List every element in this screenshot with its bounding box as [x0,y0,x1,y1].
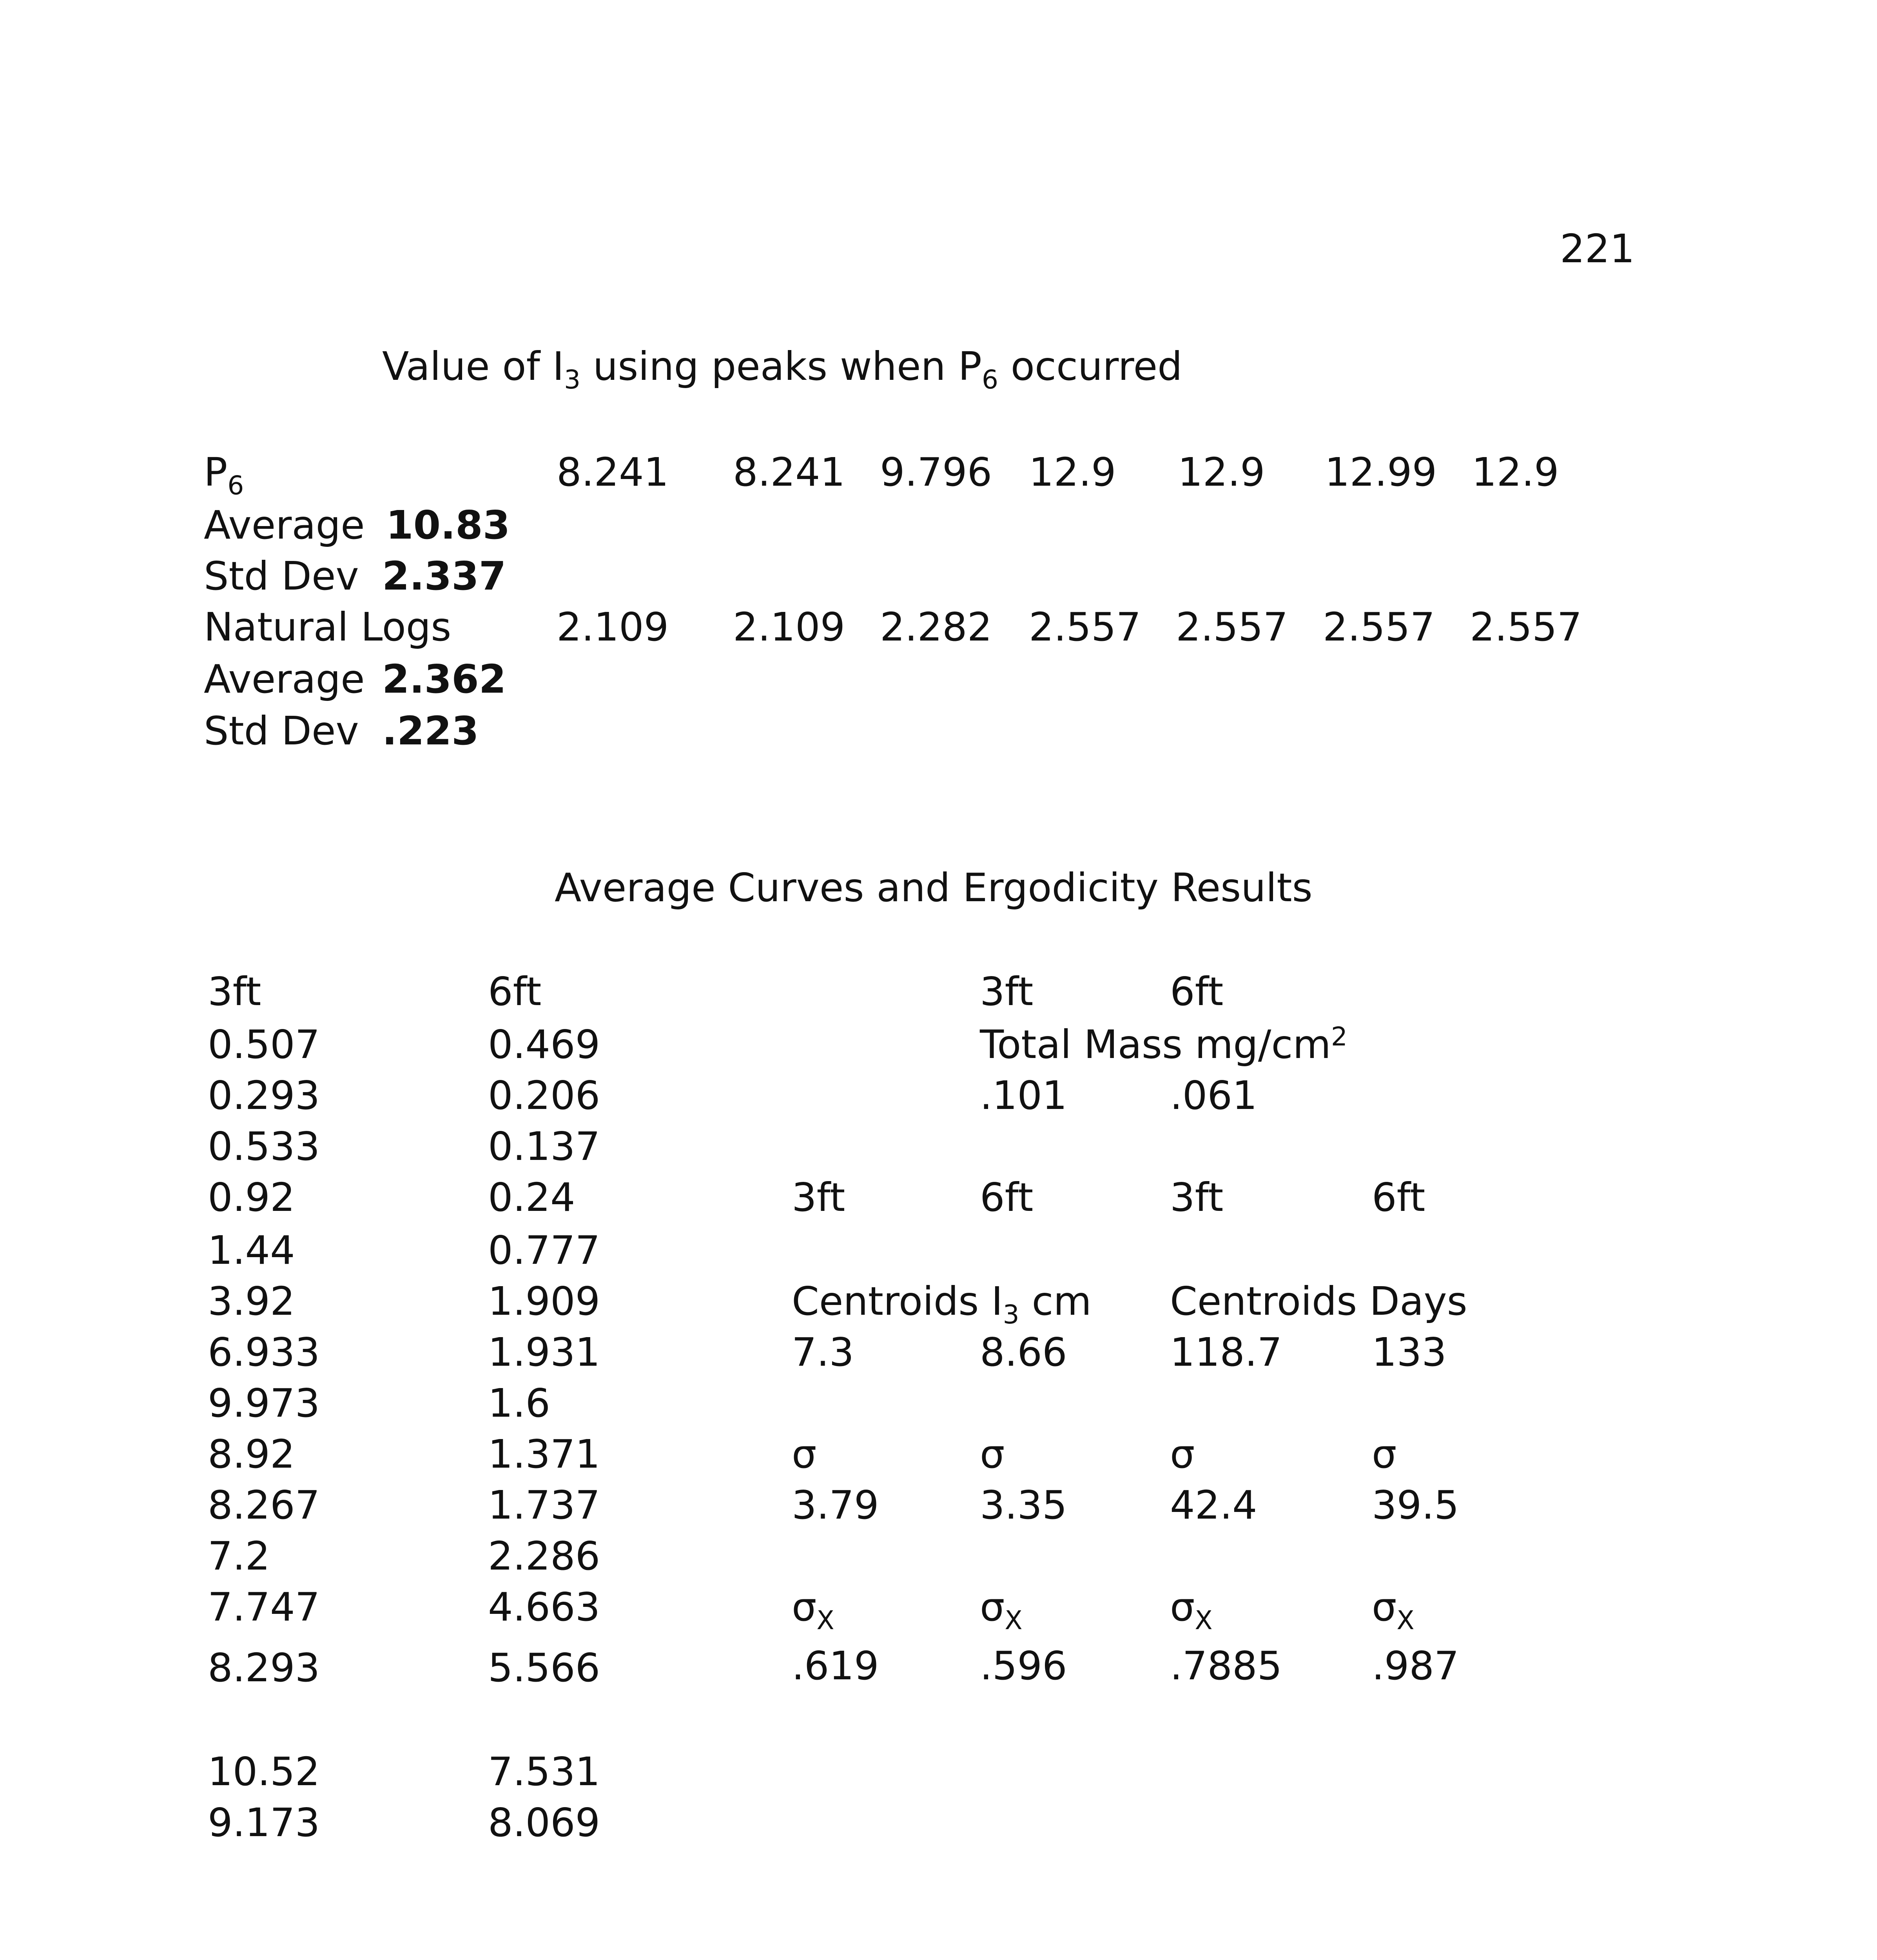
sigma-x-sigma: σ [792,1584,817,1630]
stddev-value: 2.337 [382,553,506,599]
col-3ft-value: 1.44 [208,1227,295,1273]
centroid-value: 7.3 [792,1329,854,1375]
sigma-x-sub: X [1195,1605,1213,1635]
average-label: Average [204,502,365,548]
col-6ft-value: 7.531 [488,1749,600,1795]
p6-value: 8.241 [557,449,669,495]
p6-value: 8.241 [733,449,845,495]
col-3ft-value: 8.293 [208,1645,320,1691]
col-3ft-header: 3ft [208,969,261,1014]
col-3ft-value: 8.267 [208,1482,320,1528]
col-6ft-value: 0.24 [488,1174,575,1220]
section1-title-sub: 3 [564,365,581,395]
centroid-value: 118.7 [1170,1329,1282,1375]
sigma-x-symbol [792,1584,834,1635]
log-average-value: 2.362 [382,656,506,702]
col-6ft-value: 1.737 [488,1482,600,1528]
sigma-symbol: σ [1372,1431,1397,1477]
p6-value: 12.9 [1029,449,1116,495]
col-6ft-value: 0.206 [488,1073,600,1118]
sigma-value: 3.79 [792,1482,879,1528]
mass-header-3ft: 3ft [980,969,1034,1014]
ergo-header: 3ft [792,1174,845,1220]
mass-value-6ft: .061 [1170,1073,1257,1118]
natlogs-value: 2.109 [733,604,845,650]
col-6ft-value: 0.137 [488,1123,600,1169]
section1-title-suffix: occurred [998,343,1182,389]
centroid-value: 8.66 [980,1329,1067,1375]
sigma-x-sub: X [1005,1605,1023,1635]
natlogs-label: Natural Logs [204,604,452,650]
natlogs-value: 2.109 [557,604,669,650]
mass-value-3ft: .101 [980,1073,1067,1118]
sigma-x-value: .619 [792,1643,879,1689]
sigma-x-sub: X [816,1605,834,1635]
sigma-x-sigma: σ [1170,1584,1195,1630]
log-average-label: Average [204,656,365,702]
sigma-x-sub: X [1396,1605,1415,1635]
natlogs-value: 2.557 [1323,604,1435,650]
col-3ft-value: 0.533 [208,1123,320,1169]
sigma-x-sigma: σ [1372,1584,1397,1630]
col-6ft-value: 5.566 [488,1645,600,1691]
col-3ft-value: 0.92 [208,1174,295,1220]
p6-value: 9.796 [880,449,992,495]
ergo-header: 6ft [980,1174,1034,1220]
centroids-i3-sub: 3 [1003,1299,1019,1330]
col-3ft-value: 7.747 [208,1584,320,1630]
col-6ft-value: 1.931 [488,1329,600,1375]
natlogs-value: 2.557 [1029,604,1141,650]
section1-title [382,343,1182,395]
col-6ft-value: 4.663 [488,1584,600,1630]
total-mass-label [980,1022,1347,1067]
col-6ft-value: 1.371 [488,1431,600,1477]
centroids-days-label: Centroids Days [1170,1278,1467,1324]
natlogs-value: 2.557 [1470,604,1582,650]
ergo-header: 6ft [1372,1174,1425,1220]
col-6ft-value: 0.777 [488,1227,600,1273]
col-6ft-header: 6ft [488,969,542,1014]
sigma-x-symbol [1170,1584,1213,1635]
p6-label-text: P [204,449,228,495]
section1-title-mid: using peaks when P [580,343,982,389]
sigma-value: 42.4 [1170,1482,1257,1528]
p6-value: 12.9 [1178,449,1265,495]
col-3ft-value: 9.973 [208,1380,320,1426]
col-3ft-value: 7.2 [208,1533,270,1579]
mass-header-6ft: 6ft [1170,969,1224,1014]
sigma-x-sigma: σ [980,1584,1005,1630]
section1-title-sub2: 6 [982,365,998,395]
stddev-label: Std Dev [204,553,359,599]
ergo-header: 3ft [1170,1174,1224,1220]
natlogs-value: 2.557 [1176,604,1288,650]
section2-title: Average Curves and Ergodicity Results [555,865,1313,911]
col-6ft-value: 2.286 [488,1533,600,1579]
sigma-symbol: σ [792,1431,817,1477]
p6-value: 12.9 [1472,449,1559,495]
p6-value: 12.99 [1325,449,1437,495]
col-3ft-value: 6.933 [208,1329,320,1375]
centroid-value: 133 [1372,1329,1447,1375]
centroids-i3-suffix: cm [1019,1278,1092,1324]
sigma-value: 3.35 [980,1482,1067,1528]
p6-label [204,449,244,501]
sigma-value: 39.5 [1372,1482,1459,1528]
sigma-symbol: σ [980,1431,1005,1477]
col-6ft-value: 0.469 [488,1022,600,1067]
page-number: 221 [1560,226,1635,272]
sigma-x-value: .596 [980,1643,1067,1689]
centroids-i3-label [792,1278,1092,1330]
total-mass-label-text: Total Mass mg/cm [980,1022,1331,1067]
col-3ft-value: 8.92 [208,1431,295,1477]
sigma-symbol: σ [1170,1431,1195,1477]
sigma-x-symbol [1372,1584,1415,1635]
col-3ft-value: 10.52 [208,1749,320,1795]
sigma-x-symbol [980,1584,1023,1635]
col-3ft-value: 9.173 [208,1800,320,1846]
centroids-i3-prefix: Centroids I [792,1278,1003,1324]
natlogs-value: 2.282 [880,604,992,650]
col-6ft-value: 1.909 [488,1278,600,1324]
sigma-x-value: .987 [1372,1643,1459,1689]
col-6ft-value: 1.6 [488,1380,551,1426]
section1-title-prefix: Value of I [382,343,564,389]
p6-label-sub: 6 [227,470,244,501]
log-stddev-value: .223 [382,708,479,754]
col-6ft-value: 8.069 [488,1800,600,1846]
total-mass-label-sup: 2 [1331,1022,1347,1052]
col-3ft-value: 0.507 [208,1022,320,1067]
col-3ft-value: 0.293 [208,1073,320,1118]
sigma-x-value: .7885 [1170,1643,1282,1689]
col-3ft-value: 3.92 [208,1278,295,1324]
log-stddev-label: Std Dev [204,708,359,754]
average-value: 10.83 [386,502,510,548]
